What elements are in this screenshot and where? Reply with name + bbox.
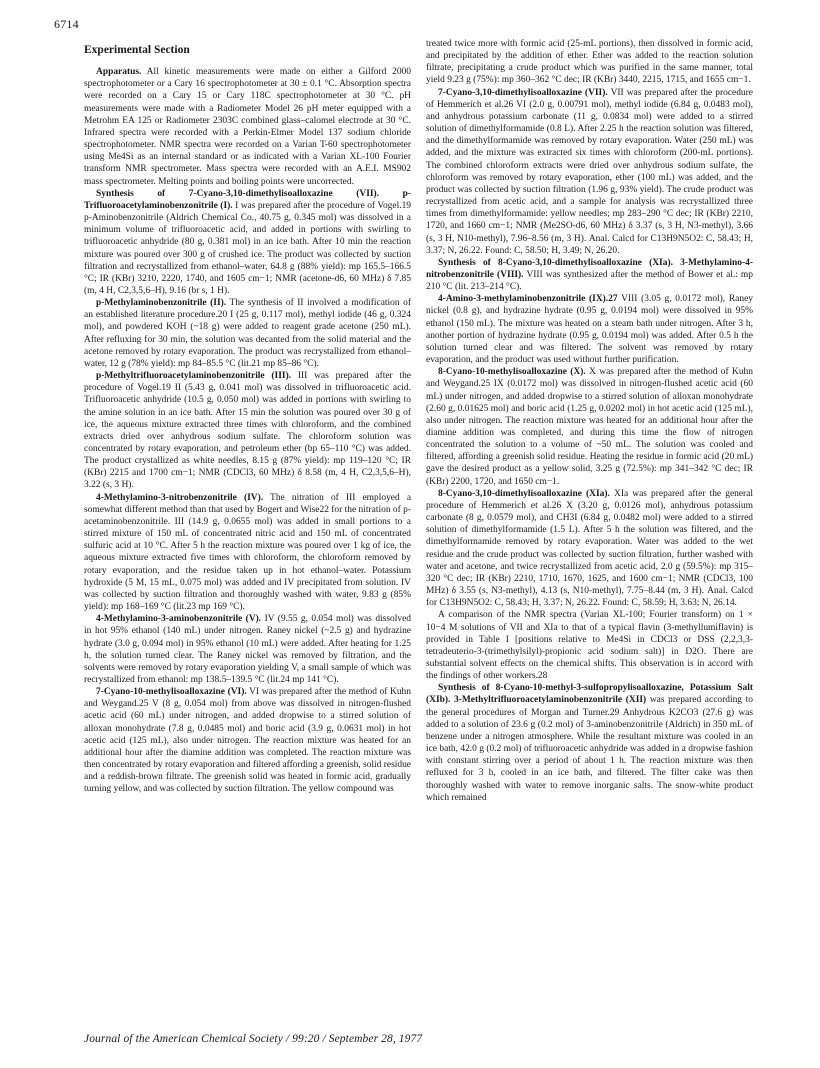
paragraph-run-in-heading: 4-Methylamino-3-nitrobenzonitrile (IV).: [96, 492, 264, 503]
paragraph-text: XIa was prepared after the general procedure of Hemmerich et al.26 X (3.20 g, 0.0126 mol), anhydrous potassium carbonate (8 g, 0.0579 mol), and CH3I (6.84 g, 0.0482 mol) were added to a stirred solution of dimethylformamide (1.5 L). After 5 h the solution was filtered, and the dimethylformamide removed by rotary evaporation. Water was added to the wet residue and the crude product was collected by suction filtration, further washed with water and acetone, and twice recrystallized from acetic acid, 2.0 g (59.5%): mp 315–320 °C dec; IR (KBr) 2210, 1710, 1670, 1625, and 1600 cm−1; NMR (CDCl3, 100 MHz) δ 3.55 (s, N3-methyl), 4.13 (s, N10-methyl), 7.75–8.44 (m, 3 H). Anal. Calcd for C13H9N5O2: C, 58.43; H, 3.37; N, 26.22. Found: C, 58.59; H, 3.63; N, 26.14.: [426, 488, 753, 609]
paragraph-run-in-heading: Synthesis of 8-Cyano-3,10-dimethylisoalloxazine (XIa). 3-Methylamino-4-nitrobenzonitrile (VIII).: [426, 257, 753, 280]
paragraph-text: was prepared according to the general procedures of Morgan and Turner.29 Anhydrous K2CO3 (27.6 g) was added to a solution of 23.6 g (0.2 mol) of 3-aminobenzonitrile (Aldrich) in 350 mL of benzene under a nitrogen atmosphere. While the resultant mixture was cooled in an ice bath, 42.0 g (0.2 mol) of trifluoroacetic anhydride was added in a dropwise fashion with constant stirring over a period of about 1 h. The reaction mixture was then refluxed for 3 h, cooled in an ice bath, and filtered. The filter cake was then thoroughly washed with water to remove inorganic salts. The snow-white product which remained: [426, 695, 753, 803]
journal-footer: Journal of the American Chemical Society / 99:20 / September 28, 1977: [84, 1033, 423, 1045]
paragraph: [84, 188, 411, 297]
paragraph-run-in-heading: Synthesis of 7-Cyano-3,10-dimethylisoalloxazine (VII). p-Trifluoroacetylaminobenzonitrile (I).: [84, 188, 411, 211]
paragraph-run-in-heading: 4-Amino-3-methylaminobenzonitrile (IX).27: [438, 294, 618, 305]
paragraph-text: treated twice more with formic acid (25-mL portions), then dissolved in formic acid, and precipitated by the addition of ether. Ether was added to the reaction solution filtrate, precipitating a crude product which was purified in the same manner, total yield 9.23 g (75%): mp 360–362 °C dec; IR (KBr) 3440, 2215, 1715, and 1655 cm−1.: [426, 39, 753, 86]
paragraph: [426, 488, 753, 610]
section-heading: Experimental Section: [84, 44, 190, 56]
paragraph-text: All kinetic measurements were made on either a Gilford 2000 spectrophotometer or a Cary 16 spectrophotometer at 30 ± 0.1 °C. Absorption spectra were recorded on a Cary 15 or Cary 118C spectrophotometer at 30 °C. pH measurements were made with a Radiometer Model 26 pH meter equipped with a Metrohm EA 125 or Radiometer 2303C combined glass–calomel electrode at 30 °C. Infrared spectra were recorded with a Perkin-Elmer Model 137 sodium chloride spectrophotometer. NMR spectra were recorded on a Varian T-60 spectrophotometer using Me4Si as an internal standard or as indicated with a Varian XL-100 Fourier transform NMR spectrometer. Mass spectra were recorded with an A.E.I. MS902 mass spectrometer. Melting points and boiling points were uncorrected.: [84, 67, 411, 187]
paragraph: [84, 492, 411, 614]
paragraph-run-in-heading: p-Methylaminobenzonitrile (II).: [96, 298, 227, 309]
right-paragraphs: [426, 38, 753, 804]
paragraph: [84, 686, 411, 795]
right-column: [426, 38, 753, 804]
paragraph: [426, 257, 753, 293]
paragraph-text: The nitration of III employed a somewhat different method than that used by Bogert and Wise22 for the nitration of p-acetaminobenzonitrile. III (14.9 g, 0.0655 mol) was added in small portions to a stirred mixture of 150 mL of concentrated nitric acid and 150 mL of concentrated sulfuric acid at 10 °C. After 5 h the reaction mixture was poured over 1 kg of ice, the aqueous mixture extracted five times with chloroform, the chloroform removed by rotary evaporation, and the residue taken up in hot ethanol–water. Potassium hydroxide (5 M, 15 mL, 0.075 mol) was added and IV precipitated from solution. IV was collected by suction filtration and thoroughly washed with water, 9.83 g (85% yield): mp 168–169 °C (lit.23 mp 169 °C).: [84, 492, 412, 613]
paragraph-run-in-heading: 8-Cyano-10-methylisoalloxazine (X).: [438, 367, 586, 378]
paragraph: [84, 613, 411, 686]
paragraph-run-in-heading: 7-Cyano-10-methylisoalloxazine (VI).: [96, 687, 247, 698]
paragraph-text: VI was prepared after the method of Kuhn and Weygand.25 V (8 g, 0.054 mol) from above was dissolved in nitrogen-flushed acetic acid (60 mL) under nitrogen, and added dropwise to a stirred solution of alloxan monohydrate (7.8 g, 0.0485 mol) and boric acid (3.9 g, 0.0631 mol) in hot acetic acid (125 mL), also under nitrogen. The reaction mixture was heated for an additional hour after the diamine addition was completed. The reaction mixture was then concentrated by rotary evaporation and filtered affording a greenish, solid residue and a reddish-brown filtrate. The greenish solid was heated in formic acid, gradually turning yellow, and was collected by suction filtration. The yellow compound was: [84, 687, 411, 795]
paragraph: [84, 66, 411, 188]
page-number: 6714: [54, 17, 79, 31]
paragraph-run-in-heading: 8-Cyano-3,10-dimethylisoalloxazine (XIa).: [438, 488, 610, 499]
paragraph-text: I was prepared after the procedure of Vogel.19 p-Aminobenzonitrile (Aldrich Chemical Co., 40.75 g, 0.345 mol) was dissolved in a minimum volume of trifluoroacetic acid, and added in portions with swirling to trifluoroacetic anhydride (80 g, 0.381 mol) in an ice bath. After 10 min the reaction mixture was poured over 300 g of crushed ice. The product was collected by suction filtration and recrystallized from ethanol–water, 64.8 g (88% yield): mp 165.5–166.5 °C; IR (KBr) 3210, 2220, 1740, and 1605 cm−1; NMR (acetone-d6, 60 MHz) δ 7.85 (m, 4 H, C2,3,5,6–H), 9.16 (br s, 1 H).: [84, 200, 412, 296]
paragraph-text: A comparison of the NMR spectra (Varian XL-100; Fourier transform) on 1 × 10−4 M solutions of VII and XIa to that of a typical flavin (3-methyllumiflavin) is provided in Table I [positions relative to Me4Si in CDCl3 or DSS (2,2,3,3-tetradeuterio-3-(trimethylsilyl)-propionic acid sodium salt)] in D2O. There are substantial solvent effects on the chemical shifts. This observation is in accord with the findings of other workers.28: [426, 610, 753, 682]
paragraph-text: III was prepared after the procedure of Vogel.19 II (5.43 g, 0.041 mol) was dissolved in trifluoroacetic acid. Trifluoroacetic anhydride (10.5 g, 0.050 mol) was added in portions with swirling to the amine solution in an ice bath. After 15 min the solution was poured over 30 g of ice, the aqueous mixture extracted three times with chloroform, and the combined extracts dried over anhydrous sodium sulfate. The chloroform solution was concentrated by rotary evaporation, and petroleum ether (bp 65–110 °C) was added. The product crystallized as white needles, 8.15 g (87% yield): mp 119–120 °C; IR (KBr) 2215 and 1700 cm−1; NMR (CDCl3, 60 MHz) δ 8.58 (m, 4 H, C2,3,5,6–H), 3.22 (s, 3 H).: [84, 371, 411, 491]
paragraph-text: The synthesis of II involved a modification of an established literature procedure.20 I (25 g, 0.117 mol), methyl iodide (46 g, 0.324 mol), and powdered KOH (~18 g) were added to reagent grade acetone (250 mL). After refluxing for 30 min, the solution was decanted from the solid material and the acetone removed by rotary evaporation. The product was recrystallized from ethanol–water, 12 g (78% yield): mp 84–85.5 °C (lit.21 mp 85–86 °C).: [84, 298, 412, 369]
paragraph: [426, 87, 753, 257]
paragraph-run-in-heading: 7-Cyano-3,10-dimethylisoalloxazine (VII).: [438, 87, 608, 98]
paragraph-text: IV (9.55 g, 0.054 mol) was dissolved in hot 95% ethanol (140 mL) under nitrogen. Raney nickel (~2.5 g) and hydrazine hydrate (3.0 g, 0.094 mol) in 95% ethanol (10 mL) were added. After heating for 1.25 h, the solution turned clear. The Raney nickel was removed by filtration, and the solvents were removed by rotary evaporation yielding V, a small sample of which was recrystallized from ethanol: mp 138.5–139.5 °C (lit.24 mp 141 °C).: [84, 614, 411, 685]
paragraph-run-in-heading: Apparatus.: [96, 67, 142, 78]
paragraph: [426, 609, 753, 682]
paragraph-run-in-heading: 4-Methylamino-3-aminobenzonitrile (V).: [96, 614, 262, 625]
paragraph-run-in-heading: p-Methyltrifluoroacetylaminobenzonitrile (III).: [96, 371, 292, 382]
left-column: [84, 38, 411, 796]
paragraph-text: VIII (3.05 g, 0.0172 mol), Raney nickel (0.8 g), and hydrazine hydrate (0.95 g, 0.0194 mol) were dissolved in 95% ethanol (150 mL). The mixture was heated on a steam bath under nitrogen. After 3 h, another portion of hydrazine hydrate (0.95 g, 0.0194 mol) was added. After 0.5 h the solution turned clear and was filtered. The solvent was removed by rotary evaporation, and the product was used without further purification.: [426, 294, 753, 366]
paragraph: [84, 370, 411, 492]
paragraph: [426, 293, 753, 366]
paragraph: [426, 38, 753, 87]
paragraph-run-in-heading: Synthesis of 8-Cyano-10-methyl-3-sulfopropylisoalloxazine, Potassium Salt (XIb). 3-Methyltrifluoroacetylaminobenzonitrile (XII): [426, 683, 753, 706]
paragraph: [426, 366, 753, 488]
paragraph: [426, 682, 753, 804]
left-paragraphs: [84, 66, 411, 795]
paragraph-text: VII was prepared after the procedure of Hemmerich et al.26 VI (2.0 g, 0.00791 mol), methyl iodide (6.84 g, 0.0483 mol), and anhydrous potassium carbonate (11 g, 0.0834 mol) were added to a stirred solution of dimethylformamide (0.8 L). After 2.25 h the reaction solution was filtered, and the dimethylformamide was removed by rotary evaporation. Water (250 mL) was added, and the mixture was extracted six times with chloroform (200-mL portions). The combined chloroform extracts were dried over anhydrous sodium sulfate, the chloroform was removed by rotary evaporation, ether (100 mL) was added, and the product was collected by suction filtration (1.96 g, 93% yield). The crude product was recrystallized from acetic acid, and a sample for analysis was recrystallized three times from dimethylformamide: yellow needles; mp 283–290 °C dec; IR (KBr) 2210, 1720, and 1660 cm−1; NMR (Me2SO-d6, 60 MHz) δ 3.37 (s, 3 H, N3-methyl), 3.66 (s, 3 H, N10-methyl), 7.96–8.56 (m, 3 H). Anal. Calcd for C13H9N5O2: C, 58.43; H, 3.37; N, 26.22. Found: C, 58.50; H, 3.49; N, 26.20.: [426, 87, 753, 256]
paragraph-text: VIII was synthesized after the method of Bower et al.: mp 210 °C (lit. 213–214 °C).: [426, 269, 753, 293]
paragraph-text: X was prepared after the method of Kuhn and Weygand.25 IX (0.0172 mol) was dissolved in nitrogen-flushed acetic acid (60 mL) under nitrogen, and added dropwise to a stirred solution of alloxan monohydrate (2.60 g, 0.01625 mol) and boric acid (1.25 g, 0.0202 mol) in hot acetic acid (125 mL), also under nitrogen. The reaction mixture was heated for an additional hour after the diamine addition was completed, and during this time the flow of nitrogen concentrated the solution to a volume of ~50 mL. The solution was cooled and filtered, affording a greenish solid residue. Heating the residue in formic acid (20 mL) gave the desired product as a yellow solid, 3.25 g (72.5%): mp 341–342 °C dec; IR (KBr) 2200, 1720, and 1650 cm−1.: [426, 367, 753, 487]
paragraph: [84, 297, 411, 370]
